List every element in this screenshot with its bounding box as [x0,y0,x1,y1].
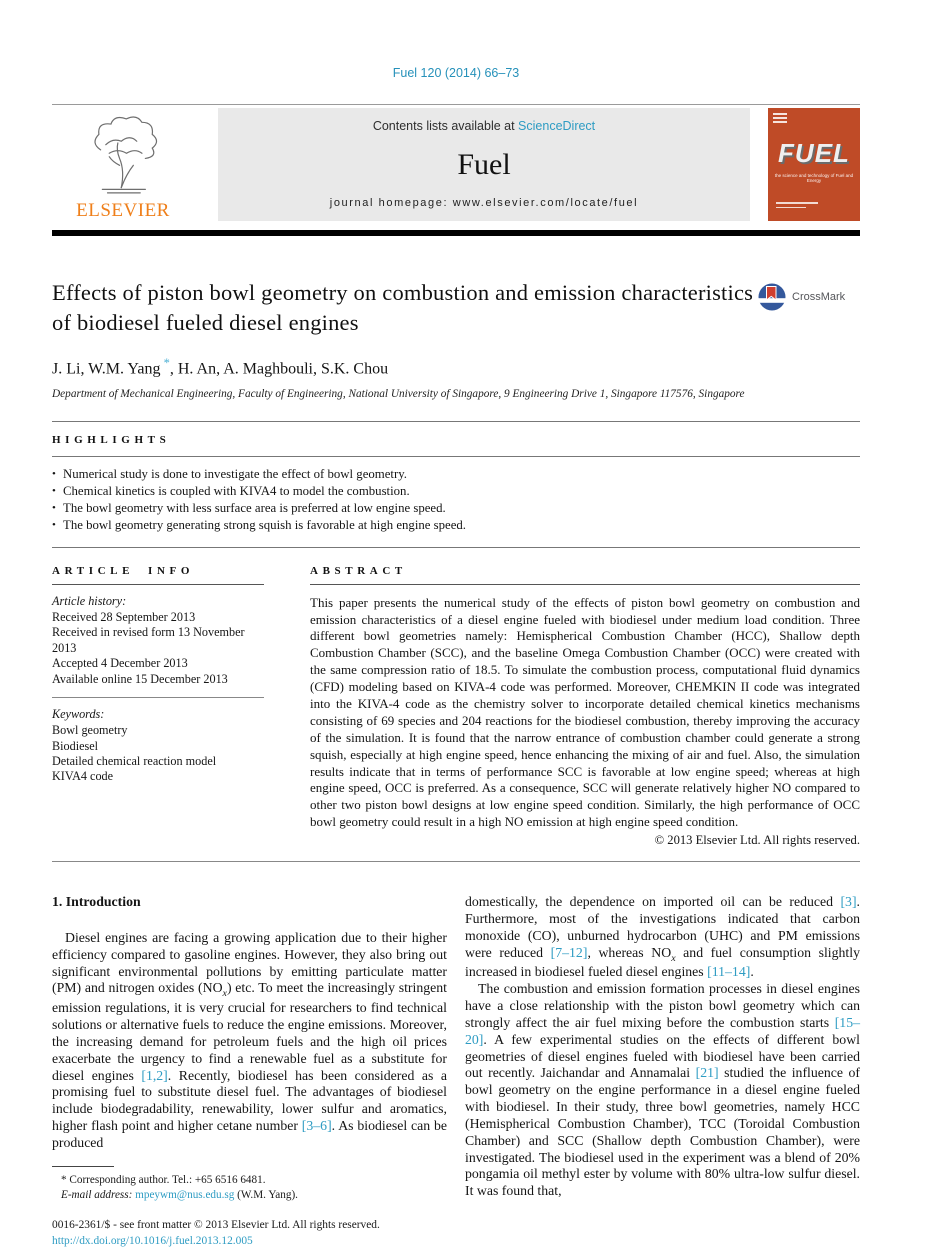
contents-line: Contents lists available at ScienceDirect [372,119,596,133]
inline-link[interactable]: [1,2] [141,1067,168,1083]
footnote-line: * Corresponding author. Tel.: +65 6516 6481. [61,1173,266,1186]
inline-link[interactable]: ScienceDirect [518,119,596,133]
cover-title: FUEL [778,138,850,168]
highlights-section [52,421,860,548]
issn-line: 0016-2361/$ - see front matter © 2013 Elsevier Ltd. All rights reserved. [52,1218,380,1231]
body-right-column [465,894,860,1250]
fuel-cover-thumbnail[interactable] [768,108,860,221]
banner-center [218,108,750,221]
article-title: Effects of piston bowl geometry on combustion and emission characteristics of biodiesel fueled diesel engines [52,280,754,336]
footnote-email-line: E-mail address: mpeywm@nus.edu.sg (W.M. Yang). [61,1188,298,1201]
elsevier-wordmark[interactable]: ELSEVIER [76,200,170,221]
history-line: Accepted 4 December 2013 [52,656,188,671]
keywords-label: Keywords: [52,706,105,721]
article-info-heading: ARTICLE INFO [52,564,195,577]
abstract-text: This paper presents the numerical study of the effects of piston bowl geometry on combustion and emission characteristics of a diesel engine fueled with biodiesel under medium load condition. Three different bowl geometries namely: Hemispherical Combustion Chamber (HCC), Shallow depth Combustion Chamber (SCC), and the baseline Omega Combustion Chamber (OCC) were created with the same compression ratio of 18.5. To simulate the combustion process, computational fluid dynamics (CFD) modeling based on KIVA-4 code was performed. Moreover, CHEMKIN II code was integrated into the KIVA-4 code as the chemistry solver to incorporate detailed chemical kinetics mechanisms consisting of 69 species and 204 reactions for the biodiesel combustion, thereby improving the accuracy of the simulation. It is found that the narrow entrance of combustion chamber could generate a strong squish, especially at high engine speed, hence enhancing the mixing of air and fuel. Also, the simulation results indicate that in terms of performance SCC is favorable at low engine speed; whereas at high engine speed, OCC is preferred. As a consequence, SCC will generate relatively higher NO compared to other two piston bowl designs at low engine speed condition. Similarly, the high performance of OCC bowl geometry could result in a high NO emission at high engine speed condition. [310,594,860,830]
crossmark-icon [757,282,787,312]
affiliation-line: Department of Mechanical Engineering, Faculty of Engineering, National University of Singapore, 9 Engineering Drive 1, Singapore 117576, Singapore [52,388,745,401]
journal-homepage-line [330,197,638,209]
highlight-item: • Numerical study is done to investigate the effect of bowl geometry. [52,466,860,483]
article-history-label: Article history: [52,593,127,608]
inline-link[interactable]: [21] [695,1065,719,1081]
inline-link[interactable]: * [160,355,170,370]
cover-publisher-icon [773,113,787,125]
highlights-heading: HIGHLIGHTS [52,434,171,447]
inline-link[interactable]: [3] [840,894,857,910]
inline-link[interactable]: mpeywm@nus.edu.sg [135,1188,235,1201]
author-line: J. Li, W.M. Yang *, H. An, A. Maghbouli, S.K. Chou [52,355,389,378]
copyright-line: © 2013 Elsevier Ltd. All rights reserved. [654,833,860,848]
introduction-heading: 1. Introduction [52,894,141,910]
history-line: Received in revised form 13 November 2013 [52,625,245,655]
imprint-block [52,1218,447,1250]
journal-banner [52,104,860,221]
inline-link[interactable]: [15–20] [465,1014,860,1047]
homepage-label: journal homepage: [329,197,453,209]
doi-link[interactable]: http://dx.doi.org/10.1016/j.fuel.2013.12.005 [52,1234,253,1247]
keyword: Detailed chemical reaction model [52,754,217,769]
elsevier-logo[interactable] [52,108,194,221]
body-paragraph: Diesel engines are facing a growing application due to their higher efficiency compared to gasoline engines. However, they also bring out significant environmental pollutions by emitting particulate matter (PM) and nitrogen oxides $(NO_x)$ etc. To meet the increasingly stringent emission regulations, it is very crucial for researchers to find technical solutions or alternative fuels to reduce the engine emissions. Moreover, the increasing demand for petroleum fuels and the high oil prices exacerbate the urgency to find a renewable fuel as a substitute for diesel engines [1,2]. Recently, biodiesel has been considered as a promising fuel to substitute diesel fuel. The advantages of biodiesel include biodegradability, renewability, lower sulfur and aromatics, higher flash point and higher cetane number [3–6]. As biodiesel can be produced [52,929,448,1150]
crossmark-label: CrossMark [792,291,846,303]
keyword: Bowl geometry [52,723,128,738]
inline-link[interactable]: [11–14] [707,964,751,980]
header-divider-bar [52,230,860,236]
crossmark-badge[interactable] [757,282,852,312]
divider [52,584,264,585]
highlight-item: • Chemical kinetics is coupled with KIVA4 to model the combustion. [52,483,860,500]
highlight-item: • The bowl geometry generating strong squish is favorable at high engine speed. [52,517,860,534]
history-line: Received 28 September 2013 [52,610,196,625]
body-paragraph: domestically, the dependence on imported oil can be reduced [3]. Furthermore, most of the investigations indicated that carbon monoxide (CO), unburned hydrocarbon (UHC) and PM emissions were reduced [7–12], whereas $NO_x$ and fuel consumption slightly increased in biodiesel fueled diesel engines [11–14]. [465,894,860,980]
keyword: Biodiesel [52,738,99,753]
journal-citation: Fuel 120 (2014) 66–73 [392,66,520,80]
journal-name: Fuel [457,148,511,181]
divider [52,697,264,698]
body-paragraph: The combustion and emission formation processes in diesel engines have a close relationship with the piston bowl geometry which can strongly affect the air fuel mixing before the combustion starts [15–20]. A few experimental studies on the effects of different bowl geometries of diesel engines fueled with biodiesel have been carried out recently. Jaichandar and Annamalai [21] studied the influence of bowl geometry on the engine performance in a diesel engine fueled with biodiesel. In their study, three bowl geometries, namely HCC (Hemispherical Combustion Chamber), TCC (Toroidal Combustion Chamber) and SCC (Shallow depth Combustion Chamber), were investigated. The biodiesel used in the experiment was a blend of 20% pongamia oil methyl ester by volume with 80% ultra-low sulfur diesel. It was found that, [465,981,860,1199]
abstract-heading: ABSTRACT [310,564,407,577]
inline-link[interactable]: [7–12] [550,944,588,960]
body-left-column [52,894,447,1250]
divider [310,584,860,585]
footnote-divider [52,1166,114,1167]
inline-link[interactable]: [3–6] [301,1118,332,1134]
highlight-item: • The bowl geometry with less surface area is preferred at low engine speed. [52,500,860,517]
history-line: Available online 15 December 2013 [52,671,228,686]
elsevier-tree-icon [80,112,166,198]
cover-fine-print [776,202,818,211]
highlights-list [52,457,860,547]
article-info-section [52,565,264,848]
corresponding-author-footnote [52,1166,447,1203]
keyword: KIVA4 code [52,769,114,784]
homepage-url-link[interactable]: www.elsevier.com/locate/fuel [452,197,639,209]
abstract-section [310,565,860,848]
cover-tagline: the science and technology of Fuel and Energy [774,173,854,183]
